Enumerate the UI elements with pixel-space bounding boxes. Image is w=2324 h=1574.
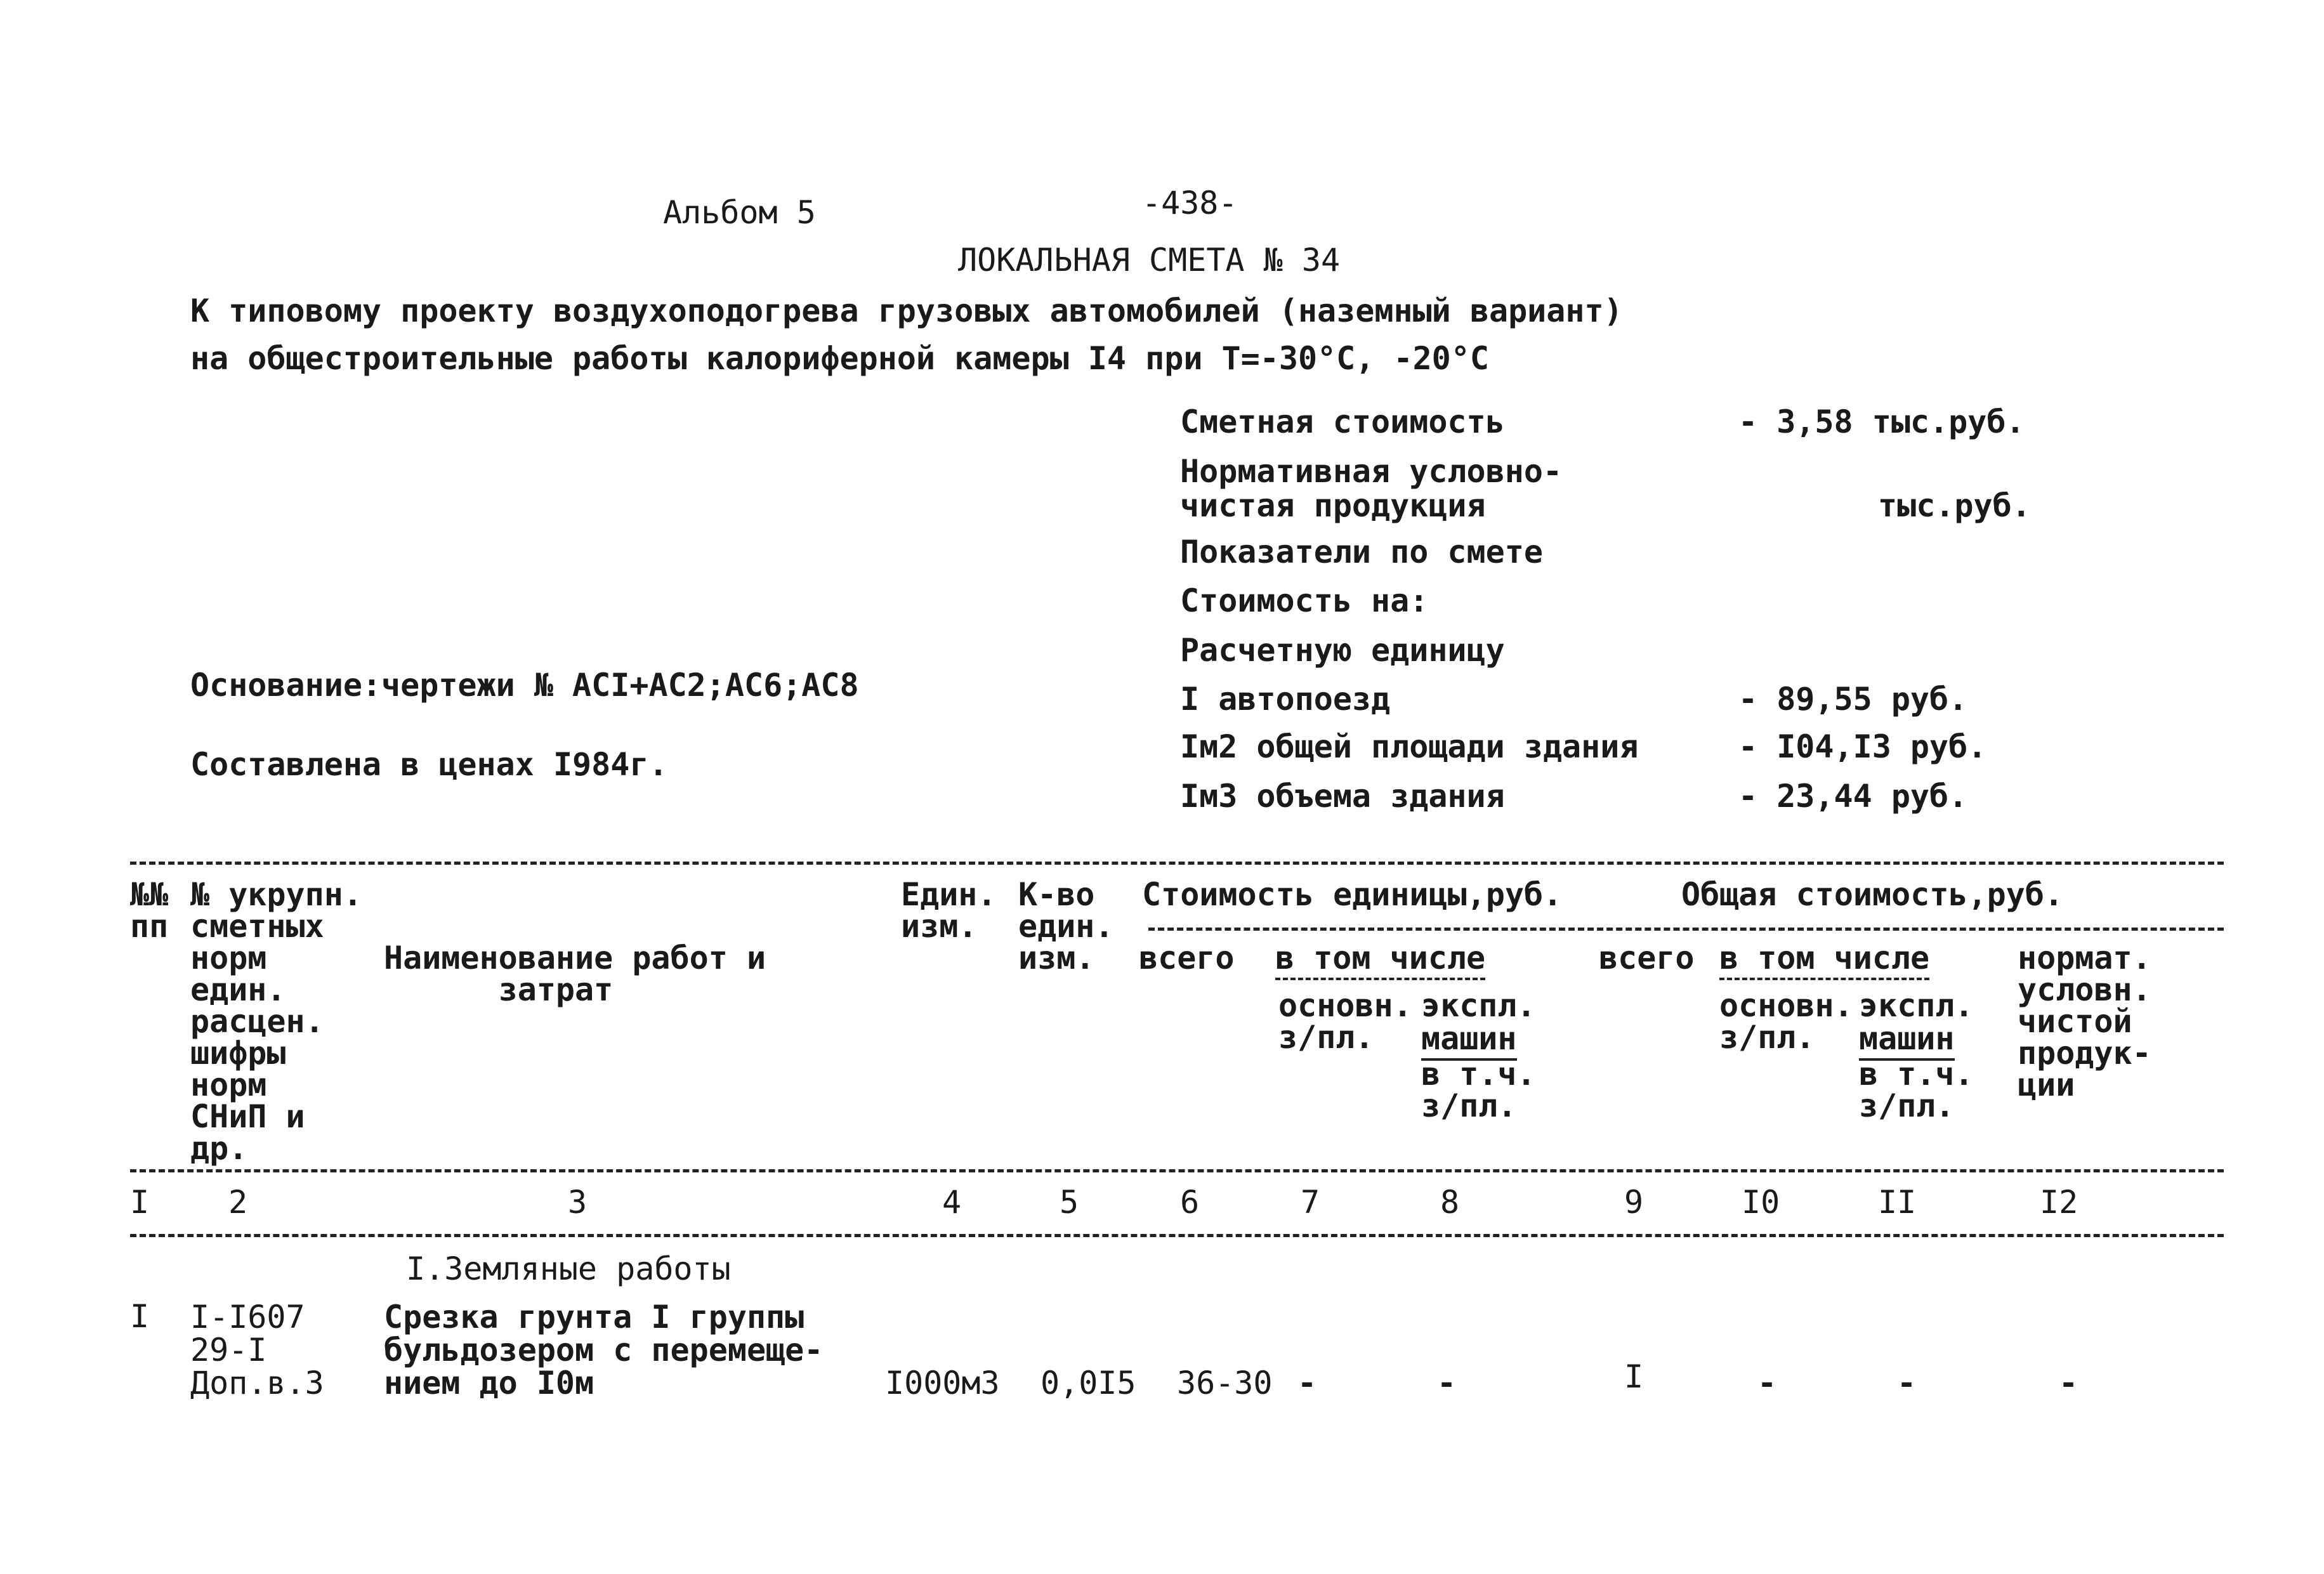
row-norm-product: -	[2059, 1365, 2078, 1401]
header-col-8-top: экспл.	[1421, 987, 1536, 1024]
column-number: I2	[2040, 1184, 2078, 1221]
column-number: 2	[228, 1184, 248, 1221]
area-label: Iм2 общей площади здания	[1180, 728, 1639, 765]
row-unit-total: 36-30	[1177, 1365, 1273, 1401]
header-col-4: Един. изм.	[901, 876, 997, 945]
header-bottom-rule	[130, 1169, 2224, 1172]
header-col-12: нормат. условн. чистой продук- ции	[2018, 940, 2151, 1103]
subheader-rule	[1148, 928, 2224, 931]
column-number: 7	[1301, 1184, 1320, 1221]
header-col-5: К-во един. изм.	[1018, 876, 1114, 976]
header-col-11-top: экспл.	[1859, 987, 1974, 1024]
row-overall-total: I	[1624, 1358, 1644, 1395]
column-numbers-rule	[130, 1234, 2224, 1237]
document-title: ЛОКАЛЬНАЯ СМЕТА № 34	[958, 242, 1341, 279]
header-col-1: №№ пп	[130, 876, 169, 945]
header-col-2: № укрупн. сметных норм един. расцен. шифры норм СНиП и др.	[190, 876, 362, 1167]
cost-label: Сметная стоимость	[1180, 403, 1505, 440]
row-unit-wage: -	[1297, 1365, 1317, 1401]
prices-text: Составлена в ценах I984г.	[190, 746, 668, 783]
subtitle-line-2: на общестроительные работы калориферной камеры I4 при T=-30°C, -20°C	[190, 340, 1489, 377]
column-number: 5	[1060, 1184, 1079, 1221]
header-col-8-bot: в т.ч. з/пл.	[1421, 1056, 1536, 1124]
row-overall-wage: -	[1757, 1365, 1777, 1401]
row-unit: I000м3	[885, 1365, 1000, 1401]
incl-label-2: в том числе	[1719, 940, 1929, 980]
column-number: 6	[1180, 1184, 1200, 1221]
header-col-11-mid: машин	[1859, 1020, 1955, 1061]
column-number: II	[1878, 1184, 1917, 1221]
page-number: -438-	[1142, 185, 1238, 221]
header-col-7: основн. з/пл.	[1278, 987, 1412, 1056]
unit-cost-group: Стоимость единицы,руб.	[1142, 876, 1563, 913]
header-col-11-bot: в т.ч. з/пл.	[1859, 1056, 1974, 1124]
basis-text: Основание:чертежи № АСI+АС2;АС6;АС8	[190, 667, 859, 704]
volume-label: Iм3 объема здания	[1180, 778, 1505, 815]
header-col-10: основн. з/пл.	[1719, 987, 1853, 1056]
column-number: I	[130, 1184, 150, 1221]
row-code: I-I607 29-I Доп.в.3	[190, 1299, 324, 1401]
header-col-9: всего	[1599, 940, 1695, 976]
subtitle-line-1: К типовому проекту воздухоподогрева грузовых автомобилей (наземный вариант)	[190, 292, 1623, 329]
header-col-3: Наименование работ и затрат	[384, 940, 766, 1008]
cost-value: - 3,58 тыс.руб.	[1738, 403, 2025, 440]
norm-label-1: Нормативная условно-	[1180, 453, 1563, 490]
row-quantity: 0,0I5	[1041, 1365, 1136, 1401]
area-value: - I04,I3 руб.	[1738, 728, 1987, 765]
table-top-rule	[130, 862, 2224, 865]
volume-value: - 23,44 руб.	[1738, 778, 1968, 815]
incl-label-1: в том числе	[1275, 940, 1485, 980]
section-title: I.Земляные работы	[406, 1250, 731, 1287]
column-number: 4	[942, 1184, 962, 1221]
norm-label-2: чистая продукция	[1180, 487, 1486, 524]
total-cost-group: Общая стоимость,руб.	[1681, 876, 2064, 913]
row-unit-machines: -	[1437, 1365, 1457, 1401]
album-label: Альбом 5	[663, 194, 816, 231]
column-number: 9	[1624, 1184, 1644, 1221]
header-col-8-mid: машин	[1421, 1020, 1517, 1061]
row-work-name: Срезка грунта I группы бульдозером с перемеще- нием до I0м	[384, 1299, 824, 1401]
column-number: 3	[568, 1184, 588, 1221]
header-col-6: всего	[1139, 940, 1235, 976]
autotrain-value: - 89,55 руб.	[1738, 681, 1968, 718]
column-number: 8	[1440, 1184, 1460, 1221]
norm-value: тыс.руб.	[1878, 487, 2031, 524]
cost-per-label: Стоимость на:	[1180, 582, 1429, 619]
row-number: I	[130, 1298, 150, 1335]
row-overall-machines: -	[1897, 1365, 1917, 1401]
autotrain-label: I автопоезд	[1180, 681, 1391, 718]
indicators-label: Показатели по смете	[1180, 534, 1543, 570]
unit-label: Расчетную единицу	[1180, 632, 1505, 669]
column-number: I0	[1742, 1184, 1780, 1221]
